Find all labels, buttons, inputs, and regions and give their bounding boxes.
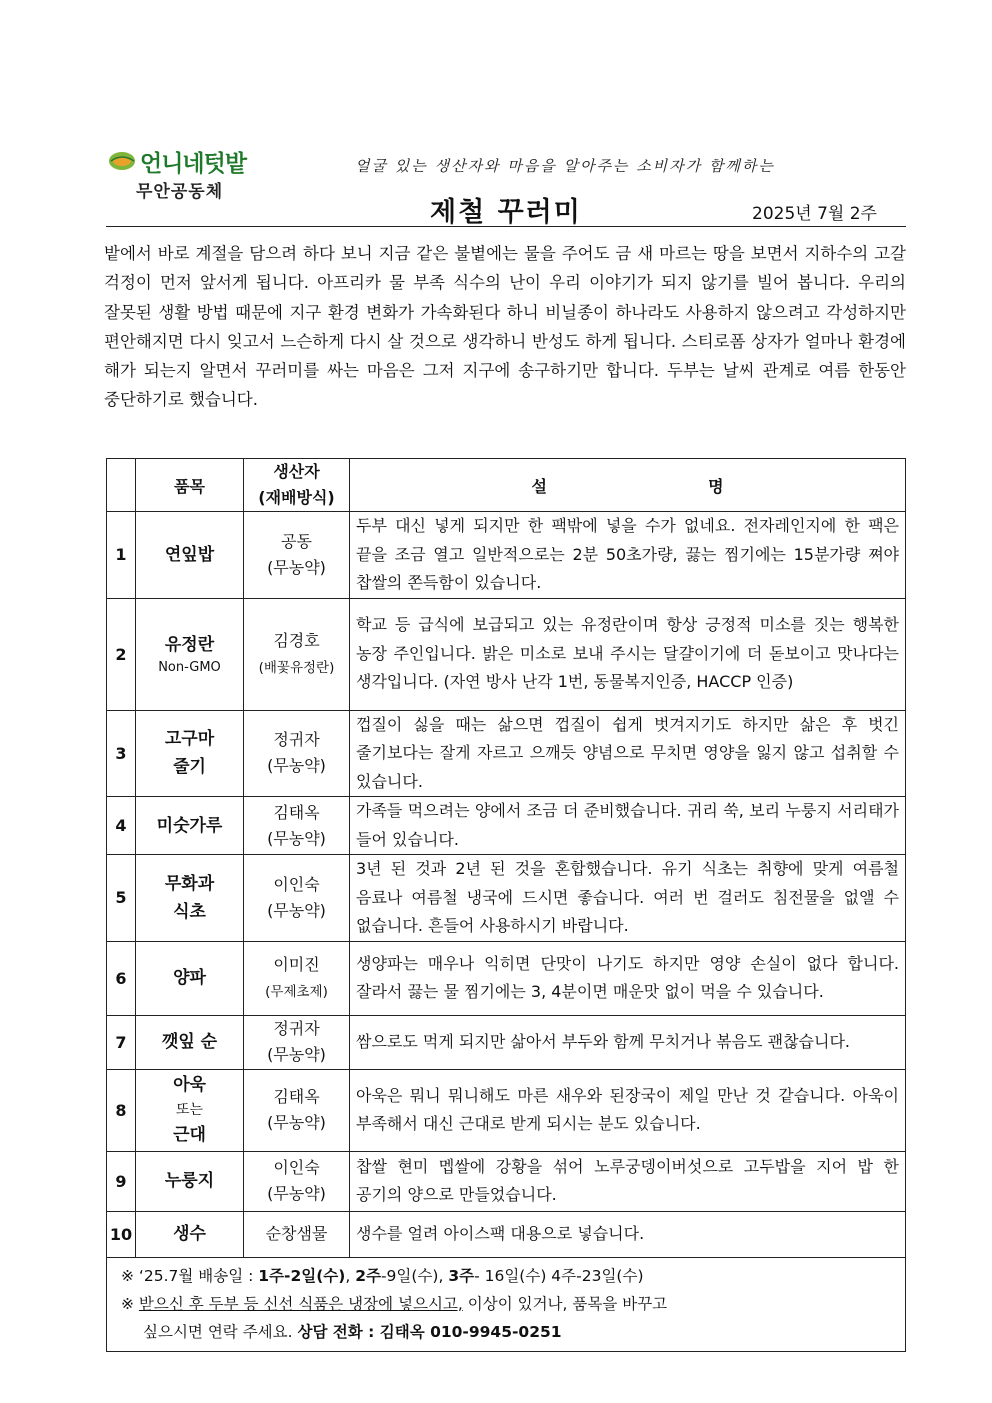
notes-sep: , — [345, 1267, 356, 1285]
notes-contact-text: 이상이 있거나, 품목을 바꾸고 — [462, 1295, 668, 1313]
producer-name: 공동 — [281, 531, 312, 551]
producer-method: (무농약) — [267, 1113, 326, 1132]
notes-week1: 1주-2일(수) — [258, 1267, 346, 1285]
item-name: 무화과 — [164, 873, 215, 894]
producer-cell — [244, 855, 350, 942]
logo-subtitle: 무안공동체 — [136, 182, 224, 202]
notes-mark: ※ — [121, 1295, 139, 1313]
leaf-logo-icon — [108, 149, 138, 171]
item-number: 10 — [107, 1211, 136, 1257]
item-name: 고구마 — [164, 729, 215, 750]
item-name: 미숫가루 — [156, 815, 223, 836]
notes-delivery-label: ※ ‘25.7월 배송일 : — [121, 1267, 259, 1285]
notes-line-1 — [121, 1262, 891, 1290]
producer-method: (무제초제) — [265, 983, 328, 1000]
item-number: 4 — [107, 797, 136, 855]
notes-week2-date: -9일(수), — [380, 1267, 449, 1285]
item-name: 양파 — [173, 968, 206, 988]
item-name-cell — [136, 797, 244, 855]
producer-name: 순창샘물 — [265, 1224, 328, 1243]
delivery-notes — [107, 1257, 906, 1351]
item-number: 9 — [107, 1151, 136, 1211]
item-number: 3 — [107, 710, 136, 797]
item-number: 8 — [107, 1069, 136, 1151]
table-row — [107, 1151, 906, 1211]
header-producer — [244, 459, 350, 512]
item-name: 깻잎 순 — [161, 1032, 218, 1052]
item-description: 쌈으로도 먹게 되지만 삶아서 부두와 함께 무치거나 볶음도 괜찮습니다. — [350, 1015, 906, 1069]
producer-cell — [244, 1151, 350, 1211]
table-row — [107, 1015, 906, 1069]
item-name-cell — [136, 855, 244, 942]
producer-cell — [244, 512, 350, 599]
producer-method: (무농약) — [267, 557, 326, 577]
table-row — [107, 598, 906, 710]
item-description: 3년 된 것과 2년 된 것을 혼합했습니다. 유기 식초는 취향에 맞게 여름철 음료나 여름철 냉국에 드시면 좋습니다. 여러 번 걸러도 침전물을 없앨 수 없습니다. 흔들어 사용하시기 바랍니다. — [350, 855, 906, 942]
notes-line-2 — [121, 1290, 891, 1318]
producer-name: 정귀자 — [273, 730, 320, 750]
producer-cell — [244, 1069, 350, 1151]
item-number: 2 — [107, 598, 136, 710]
item-name: 아욱 — [173, 1075, 206, 1095]
notes-contact-text-2: 싶으시면 연락 주세요. — [143, 1323, 298, 1341]
table-row — [107, 941, 906, 1015]
item-number: 7 — [107, 1015, 136, 1069]
item-name: 연잎밥 — [164, 544, 215, 565]
intro-paragraph: 밭에서 바로 계절을 담으려 하다 보니 지금 같은 불볕에는 물을 주어도 금 새 마르는 땅을 보면서 지하수의 고갈 걱정이 먼저 앞서게 됩니다. 아프리카 물 부족 식수의 난이 우리 이야기가 되지 않기를 빌어 봅니다. 우리의 잘못된 생활 방법 때문에 지구 환경 변화가 가속화된다 하니 비닐종이 하나라도 사용하지 않으려고 각성하지만 편안해지면 다시 잊고서 느슨하게 다시 살 것으로 생각하니 반성도 하게 됩니다. 스티로폼 상자가 얼마나 환경에 해가 되는지 알면서 꾸러미를 싸는 마음은 그저 지구에 송구하기만 합니다. 두부는 날씨 관계로 여름 한동안 중단하기로 했습니다. — [104, 244, 906, 410]
producer-method: (무농약) — [267, 828, 326, 848]
items-table — [106, 458, 906, 1352]
item-name-cell — [136, 1151, 244, 1211]
item-name-cell — [136, 1015, 244, 1069]
producer-method: (무농약) — [267, 1184, 326, 1203]
notes-storage-instruction: 받으신 후 두부 등 신선 식품은 냉장에 넣으시고, — [138, 1295, 463, 1313]
producer-name: 김태옥 — [273, 1087, 320, 1106]
slogan: 얼굴 있는 생산자와 마음을 알아주는 소비자가 함께하는 — [355, 157, 775, 175]
logo — [108, 145, 268, 203]
issue-date: 2025년 7월 2주 — [752, 204, 877, 224]
item-name-or: 또는 — [175, 1102, 204, 1118]
item-number: 1 — [107, 512, 136, 599]
item-description: 아욱은 뭐니 뭐니해도 마른 새우와 된장국이 제일 만난 것 같습니다. 아욱이 부족해서 대신 근대로 받게 되시는 분도 있습니다. — [350, 1069, 906, 1151]
header-description — [350, 459, 906, 512]
notes-row — [107, 1257, 906, 1351]
header-desc-2: 명 — [708, 476, 724, 496]
table-row — [107, 797, 906, 855]
item-name-line2: 근대 — [173, 1125, 206, 1145]
item-name-cell — [136, 598, 244, 710]
item-name-cell — [136, 512, 244, 599]
notes-week3-4-date: - 16일(수) 4주-23일(수) — [474, 1267, 644, 1285]
item-description: 생양파는 매우나 익히면 단맛이 나기도 하지만 영양 손실이 없다 합니다. 잘라서 끓는 물 찜기에는 3, 4분이면 매운맛 없이 먹을 수 있습니다. — [350, 941, 906, 1015]
item-name-note: Non-GMO — [158, 660, 221, 675]
item-number: 5 — [107, 855, 136, 942]
item-name: 누룽지 — [164, 1171, 215, 1191]
header-item: 품목 — [136, 459, 244, 512]
table-row — [107, 1211, 906, 1257]
notes-week2-label: 2주 — [355, 1267, 381, 1285]
item-name-cell — [136, 1211, 244, 1257]
notes-line-3 — [121, 1318, 891, 1346]
producer-cell — [244, 710, 350, 797]
page-title: 제철 꾸러미 — [430, 197, 582, 228]
item-description: 가족들 먹으려는 양에서 조금 더 준비했습니다. 귀리 쑥, 보리 누룽지 서리태가 들어 있습니다. — [350, 797, 906, 855]
item-name-cell — [136, 1069, 244, 1151]
producer-name: 이미진 — [273, 954, 320, 974]
item-name-cell — [136, 941, 244, 1015]
producer-cell — [244, 941, 350, 1015]
logo-name: 언니네텃밭 — [140, 151, 247, 177]
item-description: 껍질이 싫을 때는 삶으면 껍질이 쉽게 벗겨지기도 하지만 삶은 후 벗긴 줄기보다는 잘게 자르고 으깨듯 양념으로 무치면 영양을 잃지 않고 섭취할 수 있습니다. — [350, 710, 906, 797]
producer-name: 이인숙 — [273, 1158, 320, 1177]
item-name: 생수 — [173, 1224, 206, 1244]
producer-cell — [244, 1015, 350, 1069]
header-producer-line2: (재배방식) — [258, 488, 335, 507]
producer-method: (배꽃유정란) — [258, 659, 335, 676]
item-name-cell — [136, 710, 244, 797]
producer-method: (무농약) — [267, 900, 326, 920]
item-description: 학교 등 급식에 보급되고 있는 유정란이며 항상 긍정적 미소를 짓는 행복한 농장 주인입니다. 밝은 미소로 보내 주시는 달걀이기에 더 돋보이고 맛나다는 생각입니다. (자연 방사 난각 1번, 동물복지인증, HACCP 인증) — [350, 598, 906, 710]
producer-name: 김경호 — [273, 630, 320, 650]
item-name-line2: 식초 — [173, 901, 206, 922]
title-divider — [106, 226, 906, 227]
table-row — [107, 512, 906, 599]
table-row — [107, 855, 906, 942]
header-desc-1: 설 — [531, 476, 547, 496]
contact-phone: 상담 전화 : 김태옥 010-9945-0251 — [297, 1323, 562, 1341]
producer-cell — [244, 598, 350, 710]
item-description: 두부 대신 넣게 되지만 한 팩밖에 넣을 수가 없네요. 전자레인지에 한 팩은 끝을 조금 열고 일반적으로는 2분 50초가량, 끓는 찜기에는 15분가량 쪄야 찹쌀의 쫀득함이 있습니다. — [350, 512, 906, 599]
producer-method: (무농약) — [267, 756, 326, 776]
item-name-line2: 줄기 — [173, 757, 206, 778]
table-header-row — [107, 459, 906, 512]
notes-week3-label: 3주 — [448, 1267, 475, 1285]
producer-name: 이인숙 — [273, 874, 320, 894]
item-description: 찹쌀 현미 멥쌀에 강황을 섞어 노루궁뎅이버섯으로 고두밥을 지어 밥 한 공기의 양으로 만들었습니다. — [350, 1151, 906, 1211]
producer-method: (무농약) — [267, 1045, 326, 1064]
header-no — [107, 459, 136, 512]
item-description: 생수를 얼려 아이스팩 대용으로 넣습니다. — [350, 1211, 906, 1257]
item-number: 6 — [107, 941, 136, 1015]
producer-cell — [244, 797, 350, 855]
producer-cell — [244, 1211, 350, 1257]
table-row — [107, 1069, 906, 1151]
item-name: 유정란 — [164, 635, 215, 655]
producer-name: 김태옥 — [273, 802, 320, 822]
header-producer-line1: 생산자 — [273, 462, 320, 481]
producer-name: 정귀자 — [273, 1019, 320, 1038]
table-row — [107, 710, 906, 797]
